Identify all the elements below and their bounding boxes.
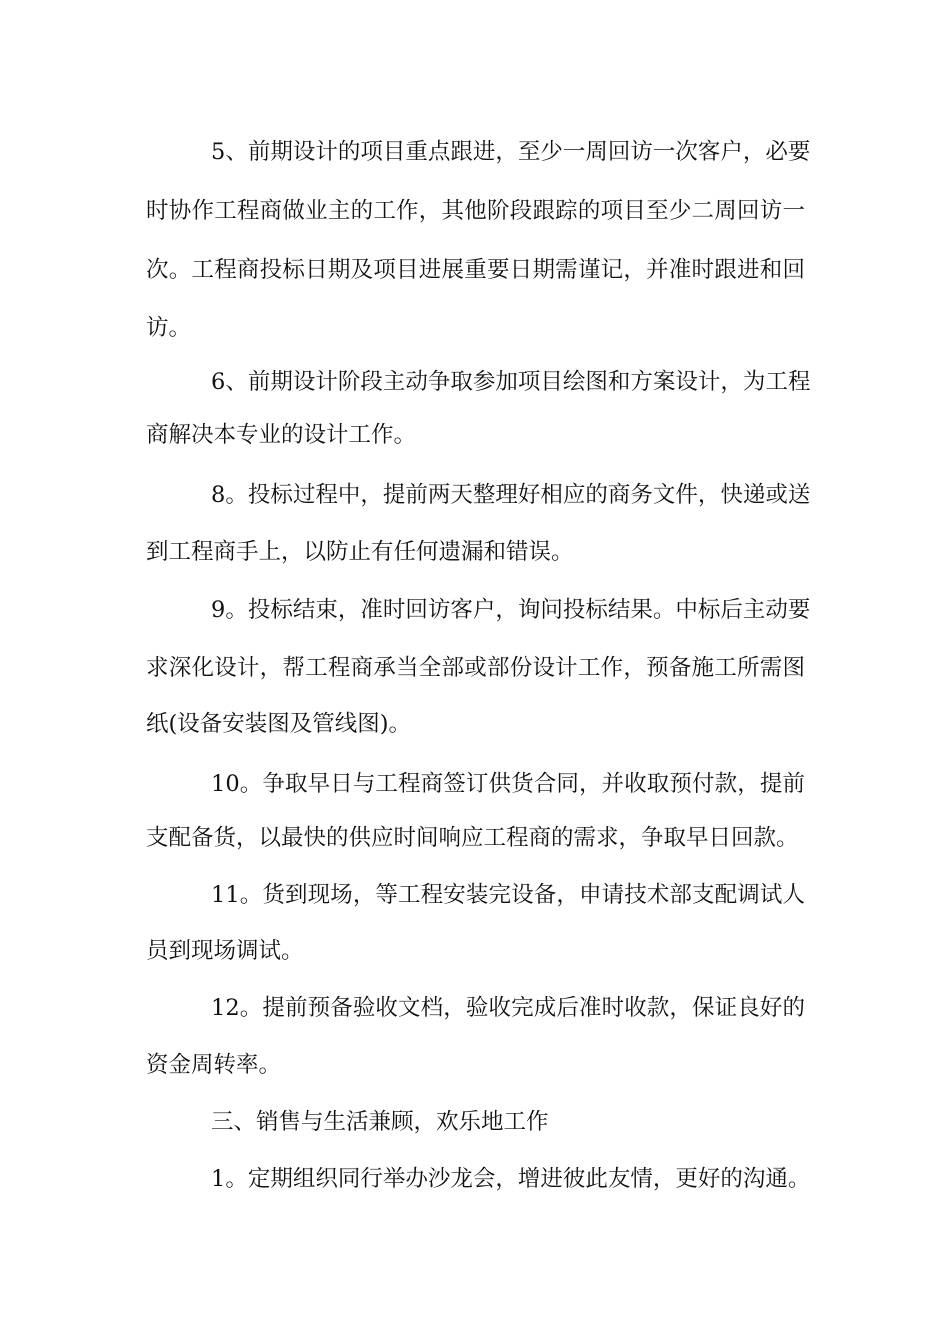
section-3-heading: 三、销售与生活兼顾，欢乐地工作 <box>211 1109 549 1135</box>
paragraph-6-line-2: 商解决本专业的设计工作。 <box>146 422 417 448</box>
paragraph-10-line-1: 10。争取早日与工程商签订供货合同，并收取预付款，提前 <box>211 771 805 797</box>
paragraph-5-line-3: 次。工程商投标日期及项目进展重要日期需谨记，并准时跟进和回 <box>146 257 805 283</box>
paragraph-5-line-1: 5、前期设计的项目重点跟进，至少一周回访一次客户，必要 <box>211 139 811 165</box>
paragraph-5-line-2: 时协作工程商做业主的工作，其他阶段跟踪的项目至少二周回访一 <box>146 198 805 224</box>
paragraph-5-line-4: 访。 <box>146 315 192 341</box>
paragraph-9-line-2: 求深化设计，帮工程商承当全部或部份设计工作，预备施工所需图 <box>146 655 805 681</box>
paragraph-12-line-1: 12。提前预备验收文档，验收完成后准时收款，保证良好的 <box>211 995 805 1021</box>
paragraph-10-line-2: 支配备货，以最快的供应时间响应工程商的需求，争取早日回款。 <box>146 825 799 851</box>
paragraph-9-line-3: 纸(设备安装图及管线图)。 <box>146 711 412 737</box>
paragraph-9-line-1: 9。投标结束，准时回访客户，询问投标结果。中标后主动要 <box>211 597 811 623</box>
paragraph-11-line-2: 员到现场调试。 <box>146 938 304 964</box>
paragraph-8-line-2: 到工程商手上，以防止有任何遗漏和错误。 <box>146 539 574 565</box>
section-3-item-1: 1。定期组织同行举办沙龙会，增进彼此友情，更好的沟通。 <box>211 1166 811 1192</box>
paragraph-12-line-2: 资金周转率。 <box>146 1052 282 1078</box>
paragraph-6-line-1: 6、前期设计阶段主动争取参加项目绘图和方案设计，为工程 <box>211 369 811 395</box>
paragraph-8-line-1: 8。投标过程中，提前两天整理好相应的商务文件，快递或送 <box>211 482 811 508</box>
paragraph-11-line-1: 11。货到现场，等工程安装完设备，申请技术部支配调试人 <box>211 882 805 908</box>
